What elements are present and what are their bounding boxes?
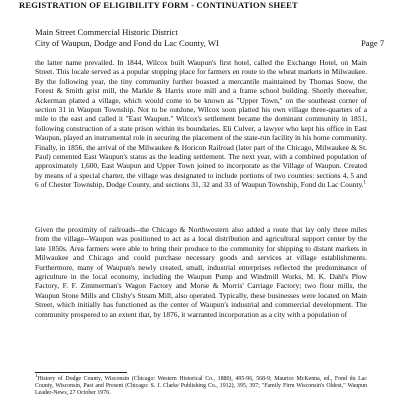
body-paragraph-1 — [35, 58, 367, 190]
location-line: City of Waupun, Dodge and Fond du Lac County, WI — [35, 38, 219, 48]
page-number: Page 7 — [361, 38, 385, 48]
paragraph-1-text: the latter name prevailed. In 1844, Wilcox built Waupun's first hotel, called the Exchange Hotel, on Main Street. This locale served as a popular stopping place for farmers en route to the wheat markets in Milwaukee. By the following year, the tiny community further boasted a mercantile maintained by Thomas Snow, the Forest & Smith grist mill, the Markle & Harris store mill and a frame school building. Shortly thereafter, Ackerman platted a village, which would come to be known as "Upper Town," on the southeast corner of section 31 in Waupun Township. Not to be outdone, Wilcox soon platted his own village three-quarters of a mile to the east and called it "East Waupun." Wilcox's settlement became the dominant community in 1851, following construction of a state prison within its boundaries. Eli Culver, a lawyer who kept his office in East Waupun, played an instrumental role in securing the placement of the state-run facility in his home community. Finally, in 1856, the arrival of the Milwaukee & Horicon Railroad (later part of the Chicago, Milwaukee & St. Paul) cemented East Waupun's status as the leading settlement. The next year, with a combined population of approximately 1,600, East Waupun and Upper Town joined to incorporate as the Village of Waupun. Created by means of a special charter, the village was designated to include portions of two counties: sections 4, 5 and 6 of Chester Township, Dodge County, and sections 31, 32 and 33 of Waupun Township, Fond du Lac County. — [35, 58, 367, 190]
footnote-text: History of Dodge County, Wisconsin (Chicago: Western Historical Co., 1880), 495-96, 568-9; Maurice McKenna, ed., Fond du Lac County, Wisconsin, Past and Present (Chicago: S. J. Clarke Publishing Co., 1912), 395, 397; "Family Firm Wisconsin's Oldest," Waupun Leader-News, 27 October 1976. — [35, 376, 367, 397]
body-paragraph-2 — [35, 225, 367, 319]
paragraph-2-text: Given the proximity of railroads--the Chicago & Northwestern also added a route that lay only three miles from the village--Waupun was positioned to act as a local distribution and agricultural support center by the late 1850s. Area farmers were able to bring their produce to the community for shipping to distant markets in Milwaukee and Chicago and could purchase necessary goods and services at village establishments. Furthermore, many of Waupun's newly created, small, industrial enterprises reflected the predominance of agriculture in the local economy, including the Waupun Pump and Windmill Works, M. K. Dahl's Plow Factory, F. F. Zimmerman's Wagon Factory and Morse & Morris' Carriage Factory; two flour mills, the Waupun Stone Mills and Clisby's Steam Mill, also operated. Typically, these businesses were located on Main Street, which initially has functioned as the center of Waupun's industrial and commercial development. The community prospered to an extent that, by 1876, it warranted incorporation as a city with a population of — [35, 225, 367, 319]
district-name: Main Street Commercial Historic District — [35, 27, 178, 37]
footnote — [35, 376, 367, 397]
footnote-divider — [35, 372, 127, 373]
footnote-marker: 1 — [35, 374, 38, 380]
form-title: REGISTRATION OF ELIGIBILITY FORM - CONTINUATION SHEET — [19, 0, 298, 10]
footnote-reference: 1 — [363, 180, 367, 186]
